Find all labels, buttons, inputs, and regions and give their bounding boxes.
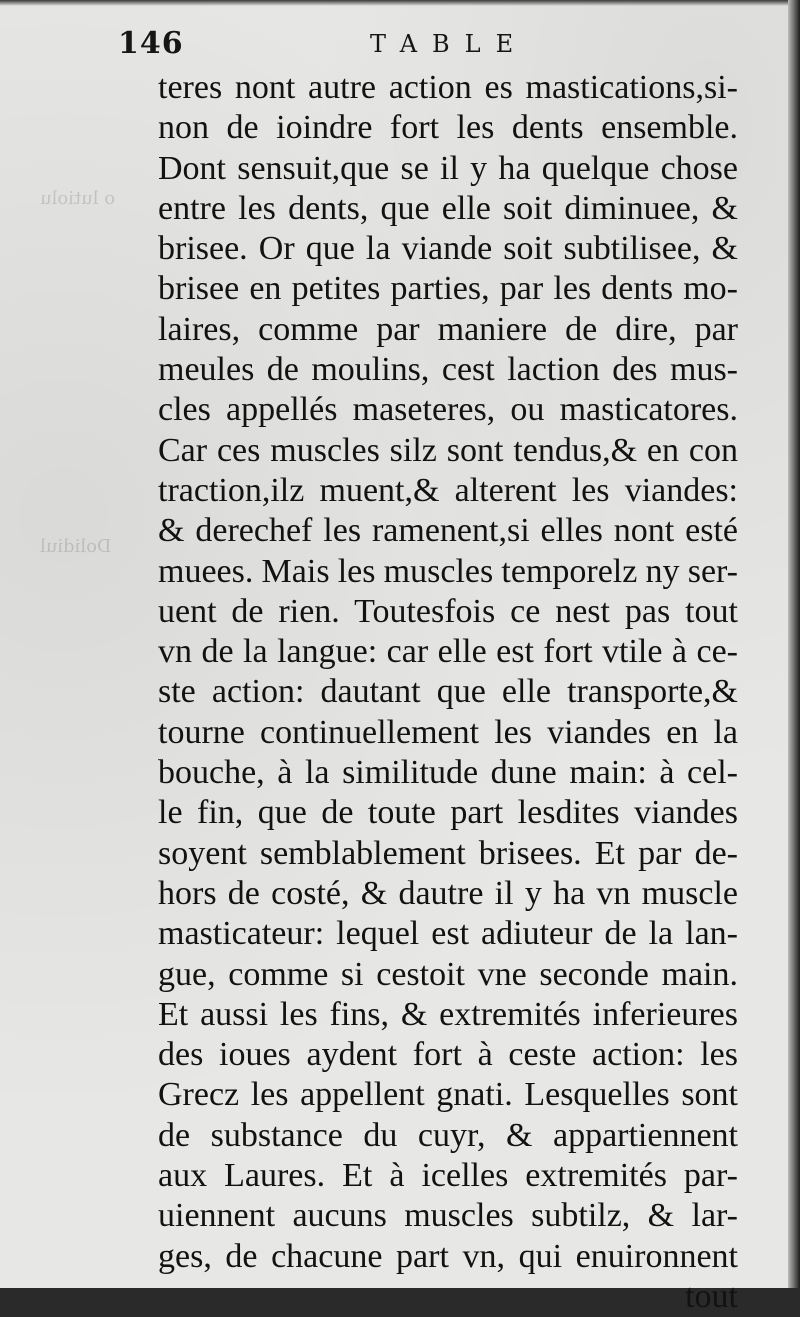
text-line: soyent semblablement brisees. Et par de- xyxy=(158,834,738,872)
text-line: muees. Mais les muscles temporelz ny ser- xyxy=(158,552,738,590)
text-line: brisee. Or que la viande soit subtilisee, & xyxy=(158,230,738,268)
text-line: teres nont autre action es mastications,si- xyxy=(158,69,738,106)
text-line: le fin, que de toute part lesdites viandes xyxy=(158,794,738,832)
text-line: de substance du cuyr, & appartiennent xyxy=(158,1116,738,1154)
text-line: Grecz les appellent gnati. Lesquelles sont xyxy=(158,1076,738,1114)
book-edge-shadow xyxy=(788,0,800,1288)
text-line: traction,ilz muent,& alterent les viandes: xyxy=(158,471,738,509)
text-line: gue, comme si cestoit vne seconde main. xyxy=(158,955,738,993)
text-line: laires, comme par maniere de dire, par xyxy=(158,310,738,348)
bleed-through-mark: o lutiolu xyxy=(40,188,116,209)
text-line: uiennent aucuns muscles subtilz, & lar- xyxy=(158,1197,738,1235)
body-text xyxy=(158,68,738,1317)
text-line: cles appellés maseteres, ou masticatores. xyxy=(158,391,738,429)
text-line: & derechef les ramenent,si elles nont esté xyxy=(158,512,738,550)
text-line: aux Laures. Et à icelles extremités par- xyxy=(158,1157,738,1195)
catchword: tout xyxy=(685,1277,738,1315)
text-line: Car ces muscles silz sont tendus,& en con xyxy=(158,431,738,469)
text-line: bouche, à la similitude dune main: à cel- xyxy=(158,754,738,792)
text-line: meules de moulins, cest laction des mus- xyxy=(158,351,738,389)
text-line: non de ioindre fort les dents ensemble. xyxy=(158,109,738,147)
bleed-through-mark: Dolidiul xyxy=(40,536,112,557)
text-line: tourne continuellement les viandes en la xyxy=(158,713,738,751)
text-line: ges, de chacune part vn, qui enuironnent xyxy=(158,1237,738,1275)
running-title: TABLE xyxy=(370,30,529,58)
page-number: 146 xyxy=(118,26,184,61)
text-line: Dont sensuit,que se il y ha quelque chose xyxy=(158,149,738,187)
text-line: Et aussi les fins, & extremités inferieures xyxy=(158,995,738,1033)
running-head xyxy=(118,26,778,66)
text-line: entre les dents, que elle soit diminuee, & xyxy=(158,189,738,227)
text-line: ste action: dautant que elle transporte,& xyxy=(158,673,738,711)
text-line: vn de la langue: car elle est fort vtile à ce- xyxy=(158,633,738,671)
text-line: brisee en petites parties, par les dents mo- xyxy=(158,270,738,308)
page-top-shadow xyxy=(0,0,800,6)
text-line: des ioues aydent fort à ceste action: les xyxy=(158,1036,738,1074)
text-line: masticateur: lequel est adiuteur de la lan- xyxy=(158,915,738,953)
text-line: uent de rien. Toutesfois ce nest pas tout xyxy=(158,592,738,630)
text-line: hors de costé, & dautre il y ha vn muscle xyxy=(158,874,738,912)
